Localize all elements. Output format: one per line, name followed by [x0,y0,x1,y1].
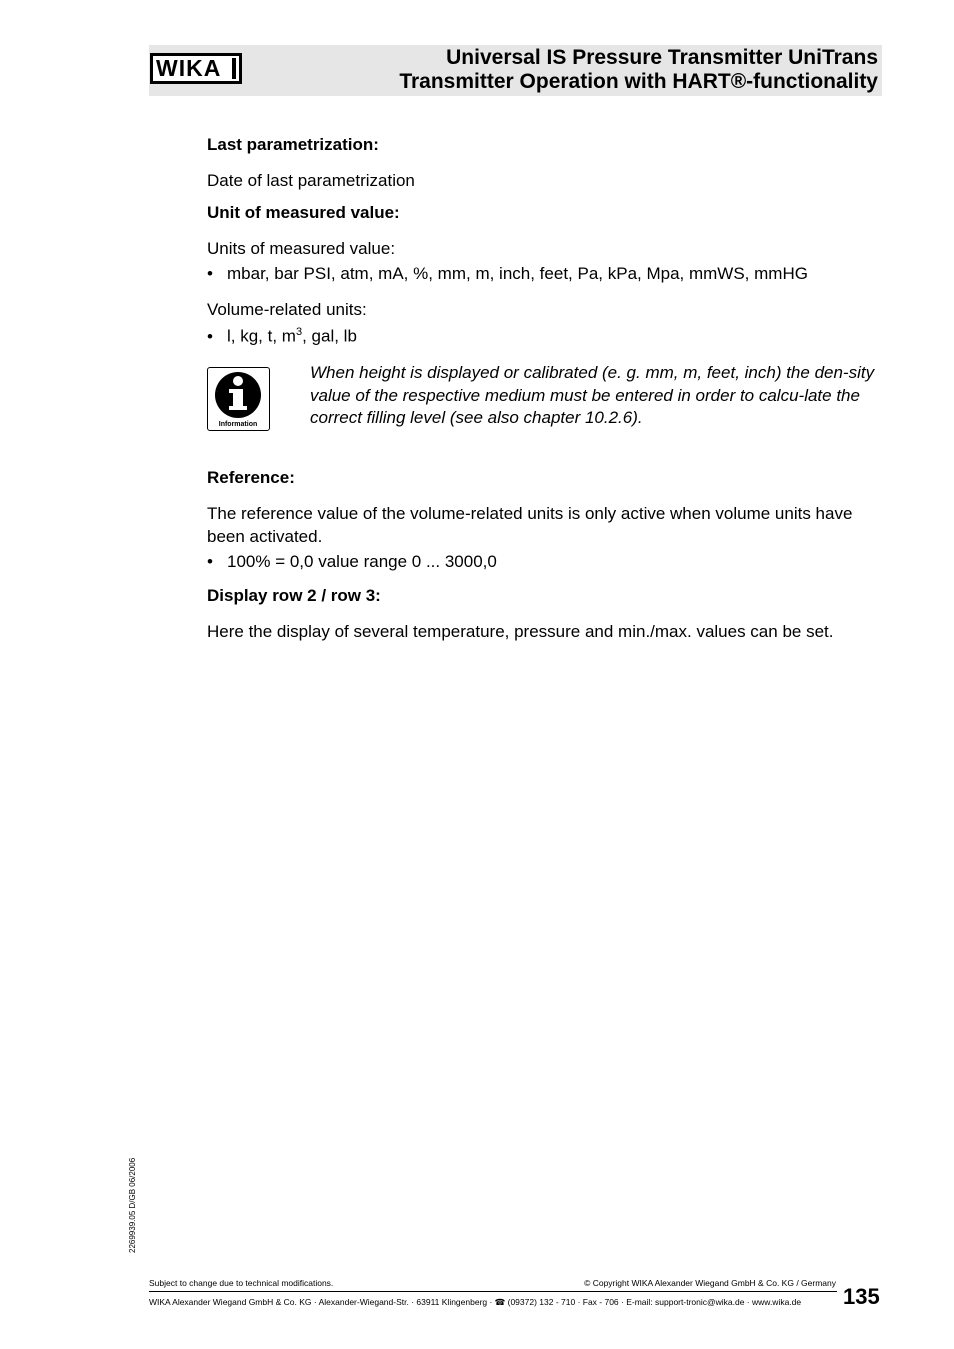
document-title [399,46,878,94]
title-line-2: Transmitter Operation with HART®-functionality [399,70,878,93]
document-code: 2269939.05 D/GB 06/2006 [128,1157,137,1253]
bullet-volume-text-post: , gal, lb [302,326,357,346]
text-volume-intro: Volume-related units: [207,300,367,319]
information-glyph-icon [208,368,268,429]
bullet-dot: • [207,326,213,346]
page-number: 135 [843,1284,880,1309]
bullet-reference-text: 100% = 0,0 value range 0 ... 3000,0 [227,552,497,571]
bullet-volume [207,326,357,347]
wika-logo [150,53,242,84]
info-note: When height is displayed or calibrated (e. g. mm, m, feet, inch) the den-sity value of the respective medium must be entered in order to calcu-late the correct filling level (see also chapter 10.2.6). [310,363,875,427]
heading-display-row: Display row 2 / row 3: [207,586,381,605]
heading-last-parametrization: Last parametrization: [207,135,379,154]
heading-reference: Reference: [207,468,295,487]
bullet-dot: • [207,552,213,571]
logo-text: WIKA [156,55,222,81]
text-display-row: Here the display of several temperature, pressure and min./max. values can be set. [207,622,834,641]
bullet-dot: • [207,264,213,283]
text-units-intro: Units of measured value: [207,239,396,258]
bullet-volume-text-pre: l, kg, t, m [227,326,296,346]
information-icon [207,367,270,431]
footer-address: WIKA Alexander Wiegand GmbH & Co. KG · Alexander-Wiegand-Str. · 63911 Klingenberg · ☎ (09372) 132 - 710 · Fax - 706 · E-mail: support-tronic@wika.de · www.wika.de [149,1297,802,1307]
title-line-1: Universal IS Pressure Transmitter UniTrans [446,46,878,69]
heading-unit: Unit of measured value: [207,203,400,222]
footer-copyright: © Copyright WIKA Alexander Wiegand GmbH & Co. KG / Germany [584,1278,836,1288]
bullet-units [207,264,808,284]
logo-bar [232,58,236,79]
text-reference: The reference value of the volume-related units is only active when volume units have been activated. [207,504,853,546]
bullet-volume-sup: 3 [295,326,303,338]
footer-divider [149,1291,837,1292]
footer-subject: Subject to change due to technical modifications. [149,1278,334,1288]
text-last-parametrization: Date of last parametrization [207,171,415,190]
information-icon-label: Information [218,421,258,428]
bullet-reference [207,552,497,572]
bullet-units-text: mbar, bar PSI, atm, mA, %, mm, m, inch, feet, Pa, kPa, Mpa, mmWS, mmHG [227,264,808,283]
